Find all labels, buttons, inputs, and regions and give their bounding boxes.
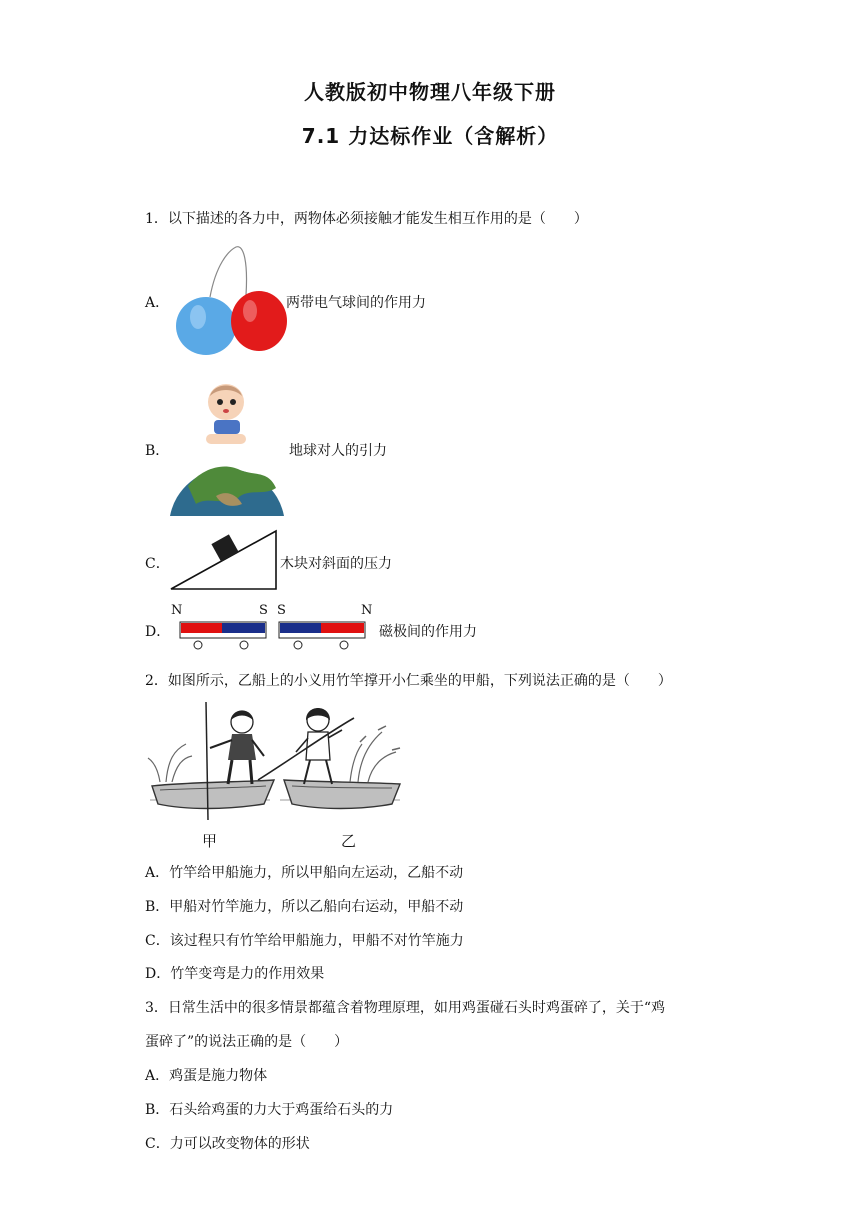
option-b-caption: 地球对人的引力 — [289, 443, 387, 459]
option-a-letter: A． — [145, 295, 170, 311]
question-3-stem-line-2: 蛋碎了”的说法正确的是（ ） — [145, 1034, 349, 1050]
option-a-caption: 两带电气球间的作用力 — [286, 295, 426, 311]
earth-and-baby-image — [168, 378, 288, 516]
question-3-option-b: B．石头给鸡蛋的力大于鸡蛋给石头的力 — [145, 1102, 394, 1118]
magnets-image — [178, 620, 368, 652]
option-b-letter: B． — [145, 443, 170, 459]
option-d-letter: D． — [145, 624, 171, 640]
page-subtitle: 7.1 力达标作业（含解析） — [301, 124, 559, 148]
magnet-label-right-n: N — [361, 603, 373, 618]
question-3-option-c: C．力可以改变物体的形状 — [145, 1136, 310, 1152]
question-2-option-b: B．甲船对竹竿施力，所以乙船向右运动，甲船不动 — [145, 899, 464, 915]
question-3-stem-line-1: 3．日常生活中的很多情景都蕴含着物理原理，如用鸡蛋碰石头时鸡蛋碎了，关于“鸡 — [145, 1000, 666, 1016]
option-c-letter: C． — [145, 556, 170, 572]
page-title: 人教版初中物理八年级下册 — [304, 80, 556, 104]
question-3-option-a: A．鸡蛋是施力物体 — [145, 1068, 268, 1084]
question-2-stem: 2．如图所示，乙船上的小义用竹竿撑开小仁乘坐的甲船，下列说法正确的是（ ） — [145, 673, 672, 689]
boat-label-yi: 乙 — [341, 832, 357, 850]
magnet-label-left-s: S — [259, 603, 268, 618]
boats-image — [146, 700, 408, 832]
question-2-option-a: A．竹竿给甲船施力，所以甲船向左运动，乙船不动 — [145, 865, 464, 881]
question-1-stem: 1．以下描述的各力中，两物体必须接触才能发生相互作用的是（ ） — [145, 211, 588, 227]
question-2-option-d: D．竹竿变弯是力的作用效果 — [145, 966, 325, 982]
question-2-option-c: C．该过程只有竹竿给甲船施力，甲船不对竹竿施力 — [145, 933, 464, 949]
magnet-label-left-n: N — [171, 603, 183, 618]
option-d-caption: 磁极间的作用力 — [379, 624, 477, 640]
option-c-caption: 木块对斜面的压力 — [280, 556, 392, 572]
balloons-image — [170, 245, 290, 357]
magnet-label-right-s: S — [277, 603, 286, 618]
incline-block-image — [168, 528, 282, 592]
boat-label-jia: 甲 — [202, 832, 218, 850]
